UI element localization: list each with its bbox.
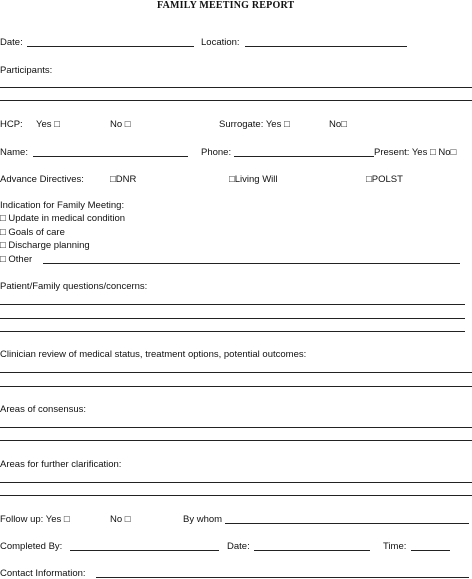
hcp-no-checkbox[interactable]: No □	[110, 119, 131, 130]
date2-field[interactable]	[254, 550, 370, 551]
participants-line-1[interactable]	[0, 87, 472, 88]
phone-field[interactable]	[234, 156, 374, 157]
discharge-planning-checkbox[interactable]: □ Discharge planning	[0, 240, 90, 251]
patient-questions-label: Patient/Family questions/concerns:	[0, 281, 148, 292]
other-checkbox[interactable]: □ Other	[0, 254, 33, 265]
completed-by-field[interactable]	[70, 550, 219, 551]
name-label: Name:	[0, 147, 28, 158]
form-title: FAMILY MEETING REPORT	[157, 0, 295, 11]
other-field[interactable]	[43, 263, 460, 264]
dnr-checkbox[interactable]: □DNR	[110, 174, 137, 185]
clinician-review-line-2[interactable]	[0, 386, 472, 387]
surrogate-yes-checkbox[interactable]: Surrogate: Yes □	[219, 119, 290, 130]
hcp-label: HCP:	[0, 119, 23, 130]
participants-line-2[interactable]	[0, 100, 472, 101]
clarification-line-1[interactable]	[0, 482, 472, 483]
clarification-label: Areas for further clarification:	[0, 459, 122, 470]
advance-directives-label: Advance Directives:	[0, 174, 84, 185]
date-field[interactable]	[27, 46, 194, 47]
consensus-line-1[interactable]	[0, 427, 472, 428]
time-label: Time:	[383, 541, 407, 552]
completed-by-label: Completed By:	[0, 541, 63, 552]
followup-no-checkbox[interactable]: No □	[110, 514, 131, 525]
present-checkboxes[interactable]: Present: Yes □ No□	[374, 147, 457, 158]
time-field[interactable]	[411, 550, 450, 551]
date-label: Date:	[0, 37, 23, 48]
clinician-review-label: Clinician review of medical status, treatment options, potential outcomes:	[0, 349, 307, 360]
consensus-line-2[interactable]	[0, 440, 472, 441]
by-whom-label: By whom	[183, 514, 223, 525]
patient-questions-line-3[interactable]	[0, 331, 465, 332]
location-label: Location:	[201, 37, 240, 48]
location-field[interactable]	[245, 46, 407, 47]
hcp-yes-checkbox[interactable]: Yes □	[36, 119, 60, 130]
surrogate-no-checkbox[interactable]: No□	[329, 119, 347, 130]
indication-label: Indication for Family Meeting:	[0, 200, 125, 211]
phone-label: Phone:	[201, 147, 232, 158]
goals-of-care-checkbox[interactable]: □ Goals of care	[0, 227, 65, 238]
clarification-line-2[interactable]	[0, 495, 472, 496]
consensus-label: Areas of consensus:	[0, 404, 87, 415]
living-will-checkbox[interactable]: □Living Will	[229, 174, 278, 185]
name-field[interactable]	[33, 156, 188, 157]
patient-questions-line-1[interactable]	[0, 304, 465, 305]
contact-label: Contact Information:	[0, 568, 86, 579]
clinician-review-line-1[interactable]	[0, 372, 472, 373]
update-medical-condition-checkbox[interactable]: □ Update in medical condition	[0, 213, 126, 224]
participants-label: Participants:	[0, 65, 53, 76]
by-whom-field[interactable]	[225, 523, 469, 524]
patient-questions-line-2[interactable]	[0, 318, 465, 319]
date2-label: Date:	[227, 541, 250, 552]
polst-checkbox[interactable]: □POLST	[366, 174, 403, 185]
followup-yes-checkbox[interactable]: Follow up: Yes □	[0, 514, 70, 525]
